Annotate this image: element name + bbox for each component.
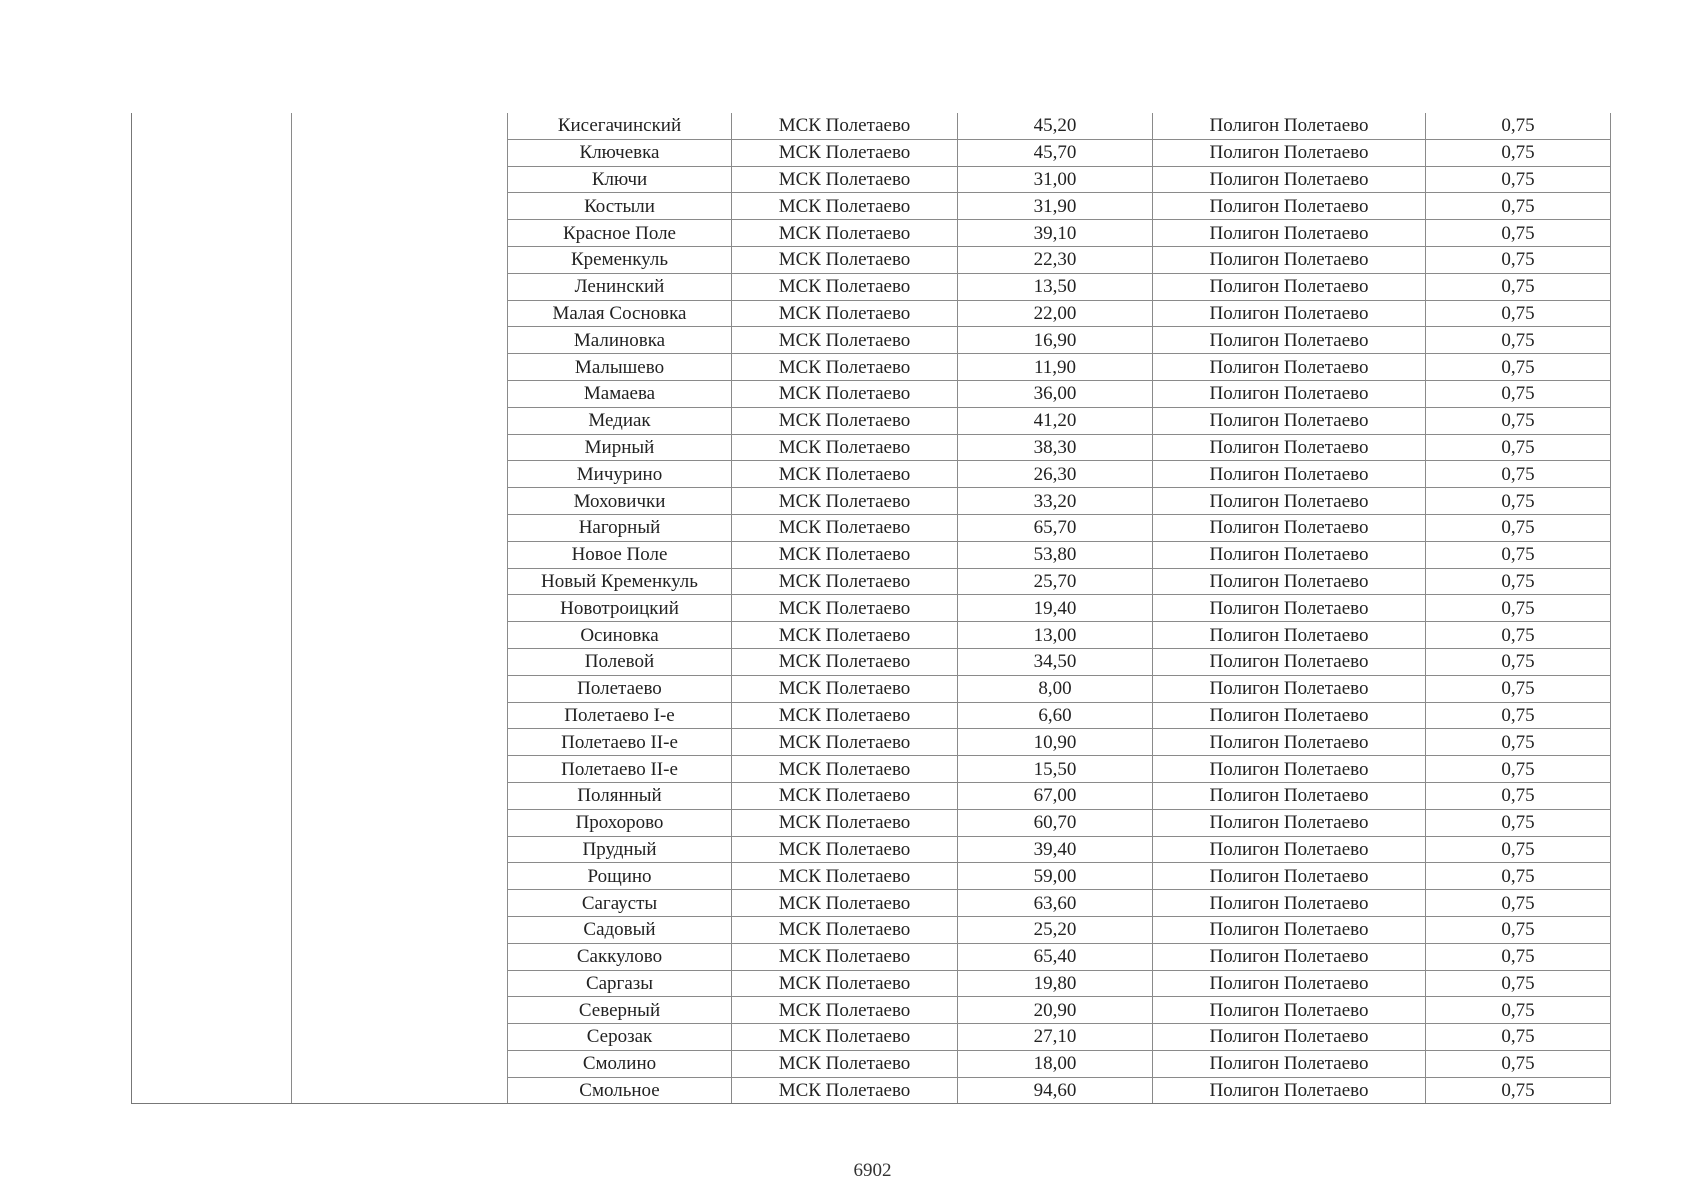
coefficient-cell: 0,75 (1426, 380, 1611, 407)
facility-cell: Полигон Полетаево (1153, 193, 1426, 220)
coefficient-cell: 0,75 (1426, 916, 1611, 943)
distance-cell: 59,00 (958, 863, 1153, 890)
coefficient-cell: 0,75 (1426, 514, 1611, 541)
distance-cell: 33,20 (958, 488, 1153, 515)
facility-cell: Полигон Полетаево (1153, 380, 1426, 407)
facility-cell: Полигон Полетаево (1153, 970, 1426, 997)
distance-cell: 20,90 (958, 997, 1153, 1024)
place-cell: Новотроицкий (508, 595, 732, 622)
facility-cell: Полигон Полетаево (1153, 568, 1426, 595)
operator-cell: МСК Полетаево (732, 461, 958, 488)
place-cell: Полетаево I-е (508, 702, 732, 729)
place-cell: Моховички (508, 488, 732, 515)
coefficient-cell: 0,75 (1426, 246, 1611, 273)
operator-cell: МСК Полетаево (732, 890, 958, 917)
facility-cell: Полигон Полетаево (1153, 1024, 1426, 1051)
distance-cell: 22,30 (958, 246, 1153, 273)
operator-cell: МСК Полетаево (732, 970, 958, 997)
place-cell: Полянный (508, 782, 732, 809)
operator-cell: МСК Полетаево (732, 997, 958, 1024)
facility-cell: Полигон Полетаево (1153, 756, 1426, 783)
operator-cell: МСК Полетаево (732, 1077, 958, 1104)
distance-cell: 41,20 (958, 407, 1153, 434)
place-cell: Полетаево II-е (508, 756, 732, 783)
place-cell: Садовый (508, 916, 732, 943)
coefficient-cell: 0,75 (1426, 407, 1611, 434)
operator-cell: МСК Полетаево (732, 943, 958, 970)
distance-cell: 31,00 (958, 166, 1153, 193)
place-cell: Ленинский (508, 273, 732, 300)
coefficient-cell: 0,75 (1426, 113, 1611, 139)
page-number: 6902 (853, 1160, 892, 1181)
table-row (132, 113, 1611, 139)
distance-cell: 6,60 (958, 702, 1153, 729)
coefficient-cell: 0,75 (1426, 461, 1611, 488)
facility-cell: Полигон Полетаево (1153, 622, 1426, 649)
place-cell: Малышево (508, 354, 732, 381)
blank-merged-cell-2 (292, 113, 508, 1104)
operator-cell: МСК Полетаево (732, 514, 958, 541)
facility-cell: Полигон Полетаево (1153, 1077, 1426, 1104)
operator-cell: МСК Полетаево (732, 863, 958, 890)
place-cell: Северный (508, 997, 732, 1024)
facility-cell: Полигон Полетаево (1153, 916, 1426, 943)
coefficient-cell: 0,75 (1426, 327, 1611, 354)
operator-cell: МСК Полетаево (732, 622, 958, 649)
coefficient-cell: 0,75 (1426, 541, 1611, 568)
table-body (132, 113, 1611, 1104)
distance-cell: 16,90 (958, 327, 1153, 354)
facility-cell: Полигон Полетаево (1153, 729, 1426, 756)
operator-cell: МСК Полетаево (732, 702, 958, 729)
facility-cell: Полигон Полетаево (1153, 246, 1426, 273)
facility-cell: Полигон Полетаево (1153, 890, 1426, 917)
facility-cell: Полигон Полетаево (1153, 139, 1426, 166)
coefficient-cell: 0,75 (1426, 139, 1611, 166)
place-cell: Костыли (508, 193, 732, 220)
distance-cell: 63,60 (958, 890, 1153, 917)
operator-cell: МСК Полетаево (732, 246, 958, 273)
operator-cell: МСК Полетаево (732, 541, 958, 568)
operator-cell: МСК Полетаево (732, 354, 958, 381)
distance-cell: 34,50 (958, 648, 1153, 675)
distance-cell: 25,70 (958, 568, 1153, 595)
operator-cell: МСК Полетаево (732, 729, 958, 756)
distance-cell: 11,90 (958, 354, 1153, 381)
operator-cell: МСК Полетаево (732, 1024, 958, 1051)
coefficient-cell: 0,75 (1426, 595, 1611, 622)
place-cell: Мамаева (508, 380, 732, 407)
place-cell: Нагорный (508, 514, 732, 541)
facility-cell: Полигон Полетаево (1153, 300, 1426, 327)
coefficient-cell: 0,75 (1426, 675, 1611, 702)
operator-cell: МСК Полетаево (732, 220, 958, 247)
facility-cell: Полигон Полетаево (1153, 1050, 1426, 1077)
place-cell: Саргазы (508, 970, 732, 997)
place-cell: Мичурино (508, 461, 732, 488)
distance-cell: 15,50 (958, 756, 1153, 783)
distance-cell: 38,30 (958, 434, 1153, 461)
place-cell: Малиновка (508, 327, 732, 354)
coefficient-cell: 0,75 (1426, 300, 1611, 327)
facility-cell: Полигон Полетаево (1153, 220, 1426, 247)
operator-cell: МСК Полетаево (732, 193, 958, 220)
distance-cell: 27,10 (958, 1024, 1153, 1051)
facility-cell: Полигон Полетаево (1153, 327, 1426, 354)
facility-cell: Полигон Полетаево (1153, 113, 1426, 139)
operator-cell: МСК Полетаево (732, 488, 958, 515)
facility-cell: Полигон Полетаево (1153, 648, 1426, 675)
place-cell: Серозак (508, 1024, 732, 1051)
place-cell: Полетаево II-е (508, 729, 732, 756)
facility-cell: Полигон Полетаево (1153, 863, 1426, 890)
coefficient-cell: 0,75 (1426, 809, 1611, 836)
place-cell: Прудный (508, 836, 732, 863)
distance-cell: 65,70 (958, 514, 1153, 541)
distance-cell: 13,00 (958, 622, 1153, 649)
coefficient-cell: 0,75 (1426, 568, 1611, 595)
facility-cell: Полигон Полетаево (1153, 675, 1426, 702)
coefficient-cell: 0,75 (1426, 1050, 1611, 1077)
place-cell: Сагаусты (508, 890, 732, 917)
distance-cell: 22,00 (958, 300, 1153, 327)
coefficient-cell: 0,75 (1426, 782, 1611, 809)
operator-cell: МСК Полетаево (732, 648, 958, 675)
facility-cell: Полигон Полетаево (1153, 407, 1426, 434)
distance-cell: 31,90 (958, 193, 1153, 220)
distance-cell: 94,60 (958, 1077, 1153, 1104)
place-cell: Осиновка (508, 622, 732, 649)
coefficient-cell: 0,75 (1426, 220, 1611, 247)
data-table (131, 113, 1611, 1104)
coefficient-cell: 0,75 (1426, 622, 1611, 649)
coefficient-cell: 0,75 (1426, 756, 1611, 783)
distance-cell: 36,00 (958, 380, 1153, 407)
coefficient-cell: 0,75 (1426, 1024, 1611, 1051)
place-cell: Смолино (508, 1050, 732, 1077)
place-cell: Прохорово (508, 809, 732, 836)
place-cell: Саккулово (508, 943, 732, 970)
facility-cell: Полигон Полетаево (1153, 943, 1426, 970)
facility-cell: Полигон Полетаево (1153, 488, 1426, 515)
place-cell: Ключи (508, 166, 732, 193)
operator-cell: МСК Полетаево (732, 836, 958, 863)
operator-cell: МСК Полетаево (732, 139, 958, 166)
coefficient-cell: 0,75 (1426, 943, 1611, 970)
coefficient-cell: 0,75 (1426, 273, 1611, 300)
operator-cell: МСК Полетаево (732, 916, 958, 943)
facility-cell: Полигон Полетаево (1153, 434, 1426, 461)
facility-cell: Полигон Полетаево (1153, 166, 1426, 193)
operator-cell: МСК Полетаево (732, 1050, 958, 1077)
facility-cell: Полигон Полетаево (1153, 354, 1426, 381)
operator-cell: МСК Полетаево (732, 407, 958, 434)
place-cell: Малая Сосновка (508, 300, 732, 327)
place-cell: Мирный (508, 434, 732, 461)
operator-cell: МСК Полетаево (732, 434, 958, 461)
coefficient-cell: 0,75 (1426, 890, 1611, 917)
operator-cell: МСК Полетаево (732, 568, 958, 595)
distance-cell: 45,20 (958, 113, 1153, 139)
place-cell: Полетаево (508, 675, 732, 702)
coefficient-cell: 0,75 (1426, 166, 1611, 193)
facility-cell: Полигон Полетаево (1153, 997, 1426, 1024)
facility-cell: Полигон Полетаево (1153, 461, 1426, 488)
place-cell: Кисегачинский (508, 113, 732, 139)
coefficient-cell: 0,75 (1426, 863, 1611, 890)
distance-cell: 65,40 (958, 943, 1153, 970)
facility-cell: Полигон Полетаево (1153, 541, 1426, 568)
facility-cell: Полигон Полетаево (1153, 273, 1426, 300)
distance-cell: 39,40 (958, 836, 1153, 863)
operator-cell: МСК Полетаево (732, 327, 958, 354)
place-cell: Кременкуль (508, 246, 732, 273)
operator-cell: МСК Полетаево (732, 595, 958, 622)
facility-cell: Полигон Полетаево (1153, 702, 1426, 729)
place-cell: Полевой (508, 648, 732, 675)
operator-cell: МСК Полетаево (732, 756, 958, 783)
facility-cell: Полигон Полетаево (1153, 809, 1426, 836)
distance-cell: 25,20 (958, 916, 1153, 943)
coefficient-cell: 0,75 (1426, 354, 1611, 381)
distance-cell: 67,00 (958, 782, 1153, 809)
facility-cell: Полигон Полетаево (1153, 514, 1426, 541)
operator-cell: МСК Полетаево (732, 380, 958, 407)
distance-cell: 60,70 (958, 809, 1153, 836)
place-cell: Новый Кременкуль (508, 568, 732, 595)
coefficient-cell: 0,75 (1426, 488, 1611, 515)
blank-merged-cell-1 (132, 113, 292, 1104)
coefficient-cell: 0,75 (1426, 997, 1611, 1024)
facility-cell: Полигон Полетаево (1153, 836, 1426, 863)
operator-cell: МСК Полетаево (732, 166, 958, 193)
operator-cell: МСК Полетаево (732, 300, 958, 327)
distance-cell: 10,90 (958, 729, 1153, 756)
distance-cell: 45,70 (958, 139, 1153, 166)
coefficient-cell: 0,75 (1426, 648, 1611, 675)
operator-cell: МСК Полетаево (732, 113, 958, 139)
coefficient-cell: 0,75 (1426, 729, 1611, 756)
facility-cell: Полигон Полетаево (1153, 782, 1426, 809)
place-cell: Рощино (508, 863, 732, 890)
operator-cell: МСК Полетаево (732, 782, 958, 809)
place-cell: Красное Поле (508, 220, 732, 247)
place-cell: Смольное (508, 1077, 732, 1104)
coefficient-cell: 0,75 (1426, 702, 1611, 729)
facility-cell: Полигон Полетаево (1153, 595, 1426, 622)
operator-cell: МСК Полетаево (732, 675, 958, 702)
coefficient-cell: 0,75 (1426, 1077, 1611, 1104)
place-cell: Медиак (508, 407, 732, 434)
operator-cell: МСК Полетаево (732, 273, 958, 300)
distance-cell: 19,80 (958, 970, 1153, 997)
distance-cell: 19,40 (958, 595, 1153, 622)
place-cell: Ключевка (508, 139, 732, 166)
distance-cell: 13,50 (958, 273, 1153, 300)
operator-cell: МСК Полетаево (732, 809, 958, 836)
place-cell: Новое Поле (508, 541, 732, 568)
distance-cell: 39,10 (958, 220, 1153, 247)
distance-cell: 18,00 (958, 1050, 1153, 1077)
distance-cell: 8,00 (958, 675, 1153, 702)
distance-cell: 26,30 (958, 461, 1153, 488)
distance-cell: 53,80 (958, 541, 1153, 568)
coefficient-cell: 0,75 (1426, 836, 1611, 863)
coefficient-cell: 0,75 (1426, 193, 1611, 220)
coefficient-cell: 0,75 (1426, 970, 1611, 997)
coefficient-cell: 0,75 (1426, 434, 1611, 461)
